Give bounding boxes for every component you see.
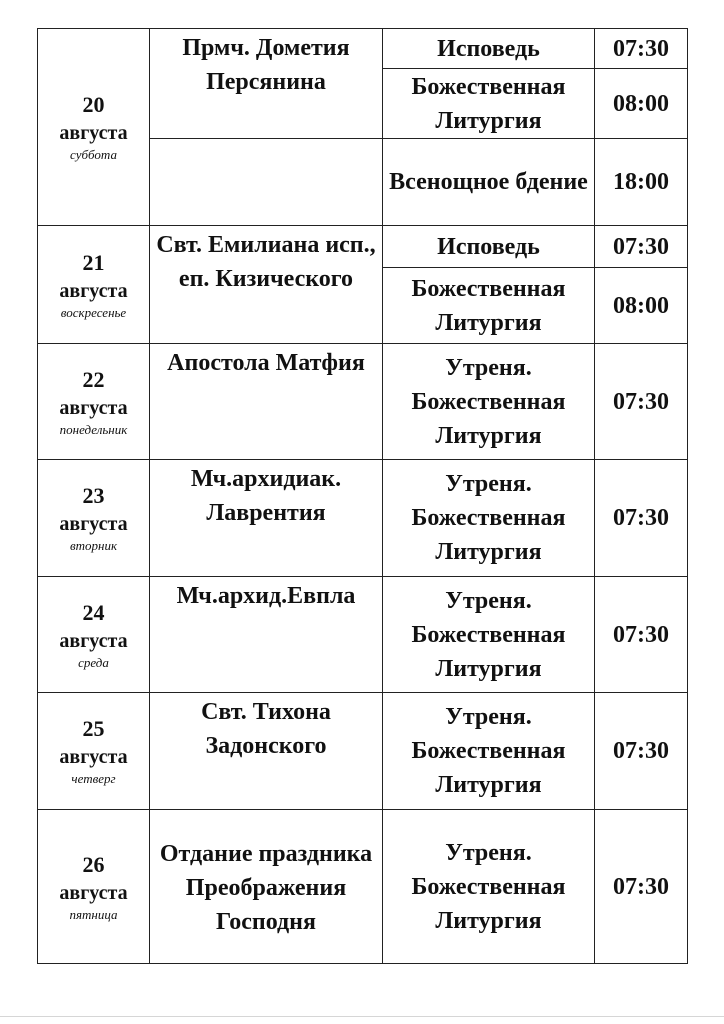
service-name: Исповедь <box>383 29 595 69</box>
service-time: 07:30 <box>595 29 688 69</box>
service-time: 07:30 <box>595 226 688 268</box>
service-name: Утреня. Божественная Литургия <box>383 693 595 810</box>
date-cell <box>38 460 150 577</box>
schedule-row <box>38 29 688 69</box>
schedule-row <box>38 344 688 460</box>
service-time: 07:30 <box>595 810 688 964</box>
day-number: 20 <box>82 92 105 117</box>
service-time: 07:30 <box>595 460 688 577</box>
saint-cell <box>150 810 383 964</box>
date-cell <box>38 810 150 964</box>
service-name: Утреня. Божественная Литургия <box>383 460 595 577</box>
service-name: Всенощное бдение <box>383 139 595 226</box>
day-number: 25 <box>82 716 105 741</box>
date-cell <box>38 693 150 810</box>
saint-name: Мч.архид.Евпла <box>176 583 356 609</box>
saint-cell <box>150 29 383 139</box>
service-time: 07:30 <box>595 577 688 693</box>
schedule-row <box>38 810 688 964</box>
date-cell <box>38 577 150 693</box>
schedule-row <box>38 460 688 577</box>
date-cell <box>38 344 150 460</box>
weekday-label: среда <box>78 654 109 670</box>
service-name: Божественная Литургия <box>383 268 595 344</box>
schedule-table <box>37 28 688 964</box>
saint-name: Прмч. Дометия Персянина <box>182 35 350 95</box>
service-name: Божественная Литургия <box>383 69 595 139</box>
month-label: августа <box>59 746 128 768</box>
saint-cell-empty <box>150 139 383 226</box>
date-cell <box>38 226 150 344</box>
saint-name: Отдание праздника Преображения Господня <box>159 840 373 935</box>
weekday-label: воскресенье <box>60 304 127 320</box>
service-time: 07:30 <box>595 344 688 460</box>
day-number: 23 <box>82 483 105 508</box>
saint-cell <box>150 693 383 810</box>
service-time: 07:30 <box>595 693 688 810</box>
saint-name: Свт. Тихона Задонского <box>201 699 331 759</box>
service-name: Утреня. Божественная Литургия <box>383 344 595 460</box>
saint-name: Свт. Емилиана исп., еп. Кизического <box>156 232 376 292</box>
day-number: 26 <box>82 851 105 877</box>
day-number: 24 <box>82 599 105 625</box>
saint-cell <box>150 460 383 577</box>
service-name: Исповедь <box>383 226 595 268</box>
page-edge-divider <box>0 1016 724 1017</box>
schedule-row <box>38 693 688 810</box>
day-number: 21 <box>82 249 105 275</box>
weekday-label: суббота <box>70 147 117 162</box>
month-label: августа <box>59 881 128 904</box>
schedule-row <box>38 226 688 268</box>
service-time: 08:00 <box>595 268 688 344</box>
saint-name: Мч.архидиак. Лаврентия <box>190 466 342 526</box>
month-label: августа <box>59 513 128 535</box>
weekday-label: вторник <box>69 538 118 553</box>
weekday-label: понедельник <box>59 421 128 437</box>
weekday-label: пятница <box>69 906 118 922</box>
day-number: 22 <box>82 366 105 392</box>
schedule-row <box>38 577 688 693</box>
saint-cell <box>150 344 383 460</box>
saint-name: Апостола Матфия <box>167 350 365 376</box>
saint-cell <box>150 577 383 693</box>
service-name: Утреня. Божественная Литургия <box>383 577 595 693</box>
weekday-label: четверг <box>71 771 116 786</box>
month-label: августа <box>59 629 128 652</box>
month-label: августа <box>59 279 128 302</box>
saint-cell <box>150 226 383 344</box>
service-name: Утреня. Божественная Литургия <box>383 810 595 964</box>
service-time: 18:00 <box>595 139 688 226</box>
month-label: августа <box>59 396 128 419</box>
service-time: 08:00 <box>595 69 688 139</box>
month-label: августа <box>59 122 128 144</box>
date-cell <box>38 29 150 226</box>
